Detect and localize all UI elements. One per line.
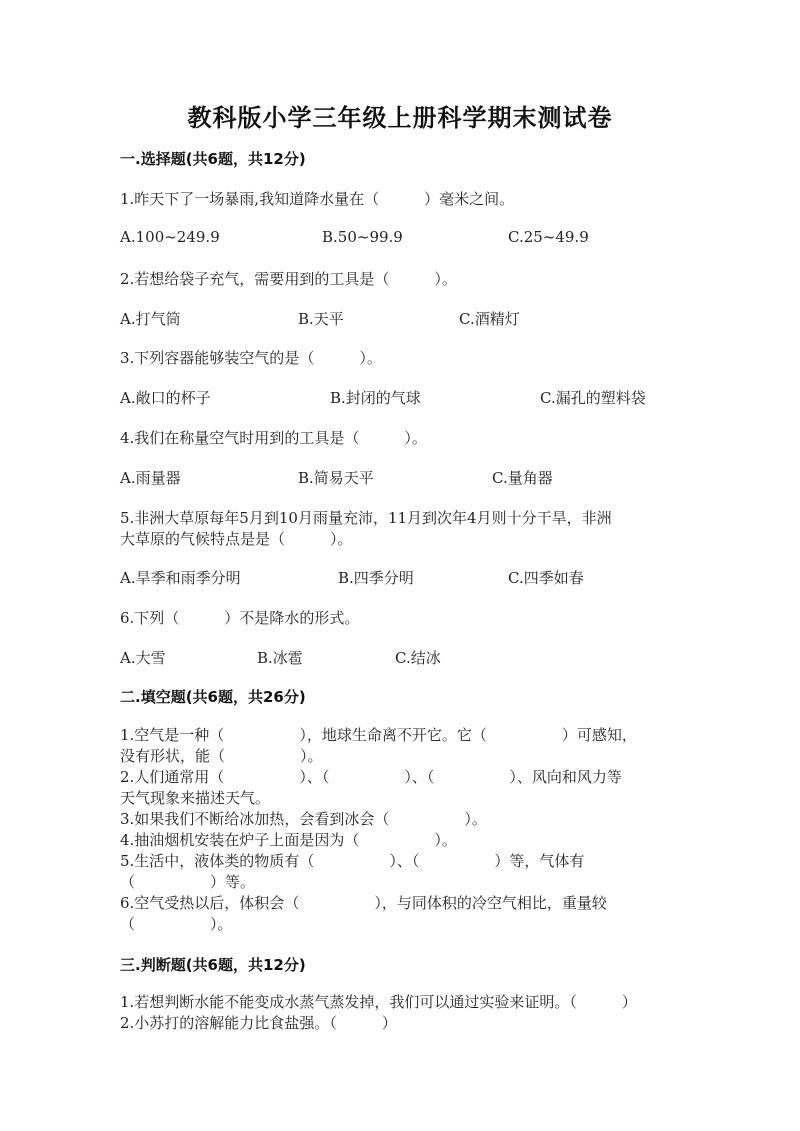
option-c: C.酒精灯: [459, 310, 520, 328]
fill-line: 5.生活中，液体类的物质有（ ）、（ ）等，气体有: [120, 852, 585, 870]
question-text: 6.下列（ ）不是降水的形式。: [120, 609, 360, 627]
option-c: C.漏孔的塑料袋: [540, 389, 646, 407]
option-a: A.雨量器: [120, 469, 181, 487]
option-b: B.封闭的气球: [330, 389, 421, 407]
fill-line: 2.人们通常用（ ）、（ ）、（ ）、风向和风力等: [120, 768, 622, 786]
question-text: 3.下列容器能够装空气的是（ ）。: [120, 349, 382, 367]
question-text: 4.我们在称量空气时用到的工具是（ ）。: [120, 429, 427, 447]
fill-line: （ ）。: [120, 915, 233, 933]
option-a: A.100~249.9: [120, 228, 220, 246]
question-text: 2.若想给袋子充气，需要用到的工具是（ ）。: [120, 270, 457, 288]
option-a: A.大雪: [120, 649, 166, 667]
option-c: C.结冰: [395, 649, 441, 667]
option-b: B.四季分明: [338, 569, 414, 587]
option-c: C.四季如春: [508, 569, 584, 587]
question-text-continued: 大草原的气候特点是是（ ）。: [120, 530, 353, 548]
fill-line: 4.抽油烟机安装在炉子上面是因为（ ）。: [120, 831, 457, 849]
judge-line: 1.若想判断水能不能变成水蒸气蒸发掉，我们可以通过实验来证明。（ ）: [120, 993, 637, 1011]
exam-title: 教科版小学三年级上册科学期末测试卷: [187, 104, 613, 132]
option-b: B.天平: [298, 310, 344, 328]
fill-line: 没有形状，能（ ）。: [120, 747, 323, 765]
option-a: A.旱季和雨季分明: [120, 569, 241, 587]
fill-line: 3.如果我们不断给冰加热，会看到冰会（ ）。: [120, 810, 487, 828]
option-a: A.敞口的杯子: [120, 389, 211, 407]
option-b: B.简易天平: [298, 469, 374, 487]
section-heading-judge: 三.判断题(共6题，共12分): [120, 956, 306, 974]
option-b: B.50~99.9: [322, 228, 403, 246]
fill-line: 1.空气是一种（ ），地球生命离不开它。它（ ）可感知，: [120, 726, 637, 744]
question-text: 5.非洲大草原每年5月到10月雨量充沛，11月到次年4月则十分干旱，非洲: [120, 509, 612, 527]
fill-line: 天气现象来描述天气。: [120, 789, 271, 807]
option-c: C.量角器: [492, 469, 553, 487]
judge-line: 2.小苏打的溶解能力比食盐强。（ ）: [120, 1014, 397, 1032]
section-heading-choice: 一.选择题(共6题，共12分): [120, 150, 306, 168]
section-heading-fill: 二.填空题(共6题，共26分): [120, 688, 306, 706]
fill-line: 6.空气受热以后，体积会（ ），与同体积的冷空气相比，重量较: [120, 894, 607, 912]
question-text: 1.昨天下了一场暴雨,我知道降水量在（ ）毫米之间。: [120, 190, 515, 208]
option-a: A.打气筒: [120, 310, 181, 328]
option-b: B.冰雹: [257, 649, 303, 667]
option-c: C.25~49.9: [508, 228, 589, 246]
fill-line: （ ）等。: [120, 873, 256, 891]
